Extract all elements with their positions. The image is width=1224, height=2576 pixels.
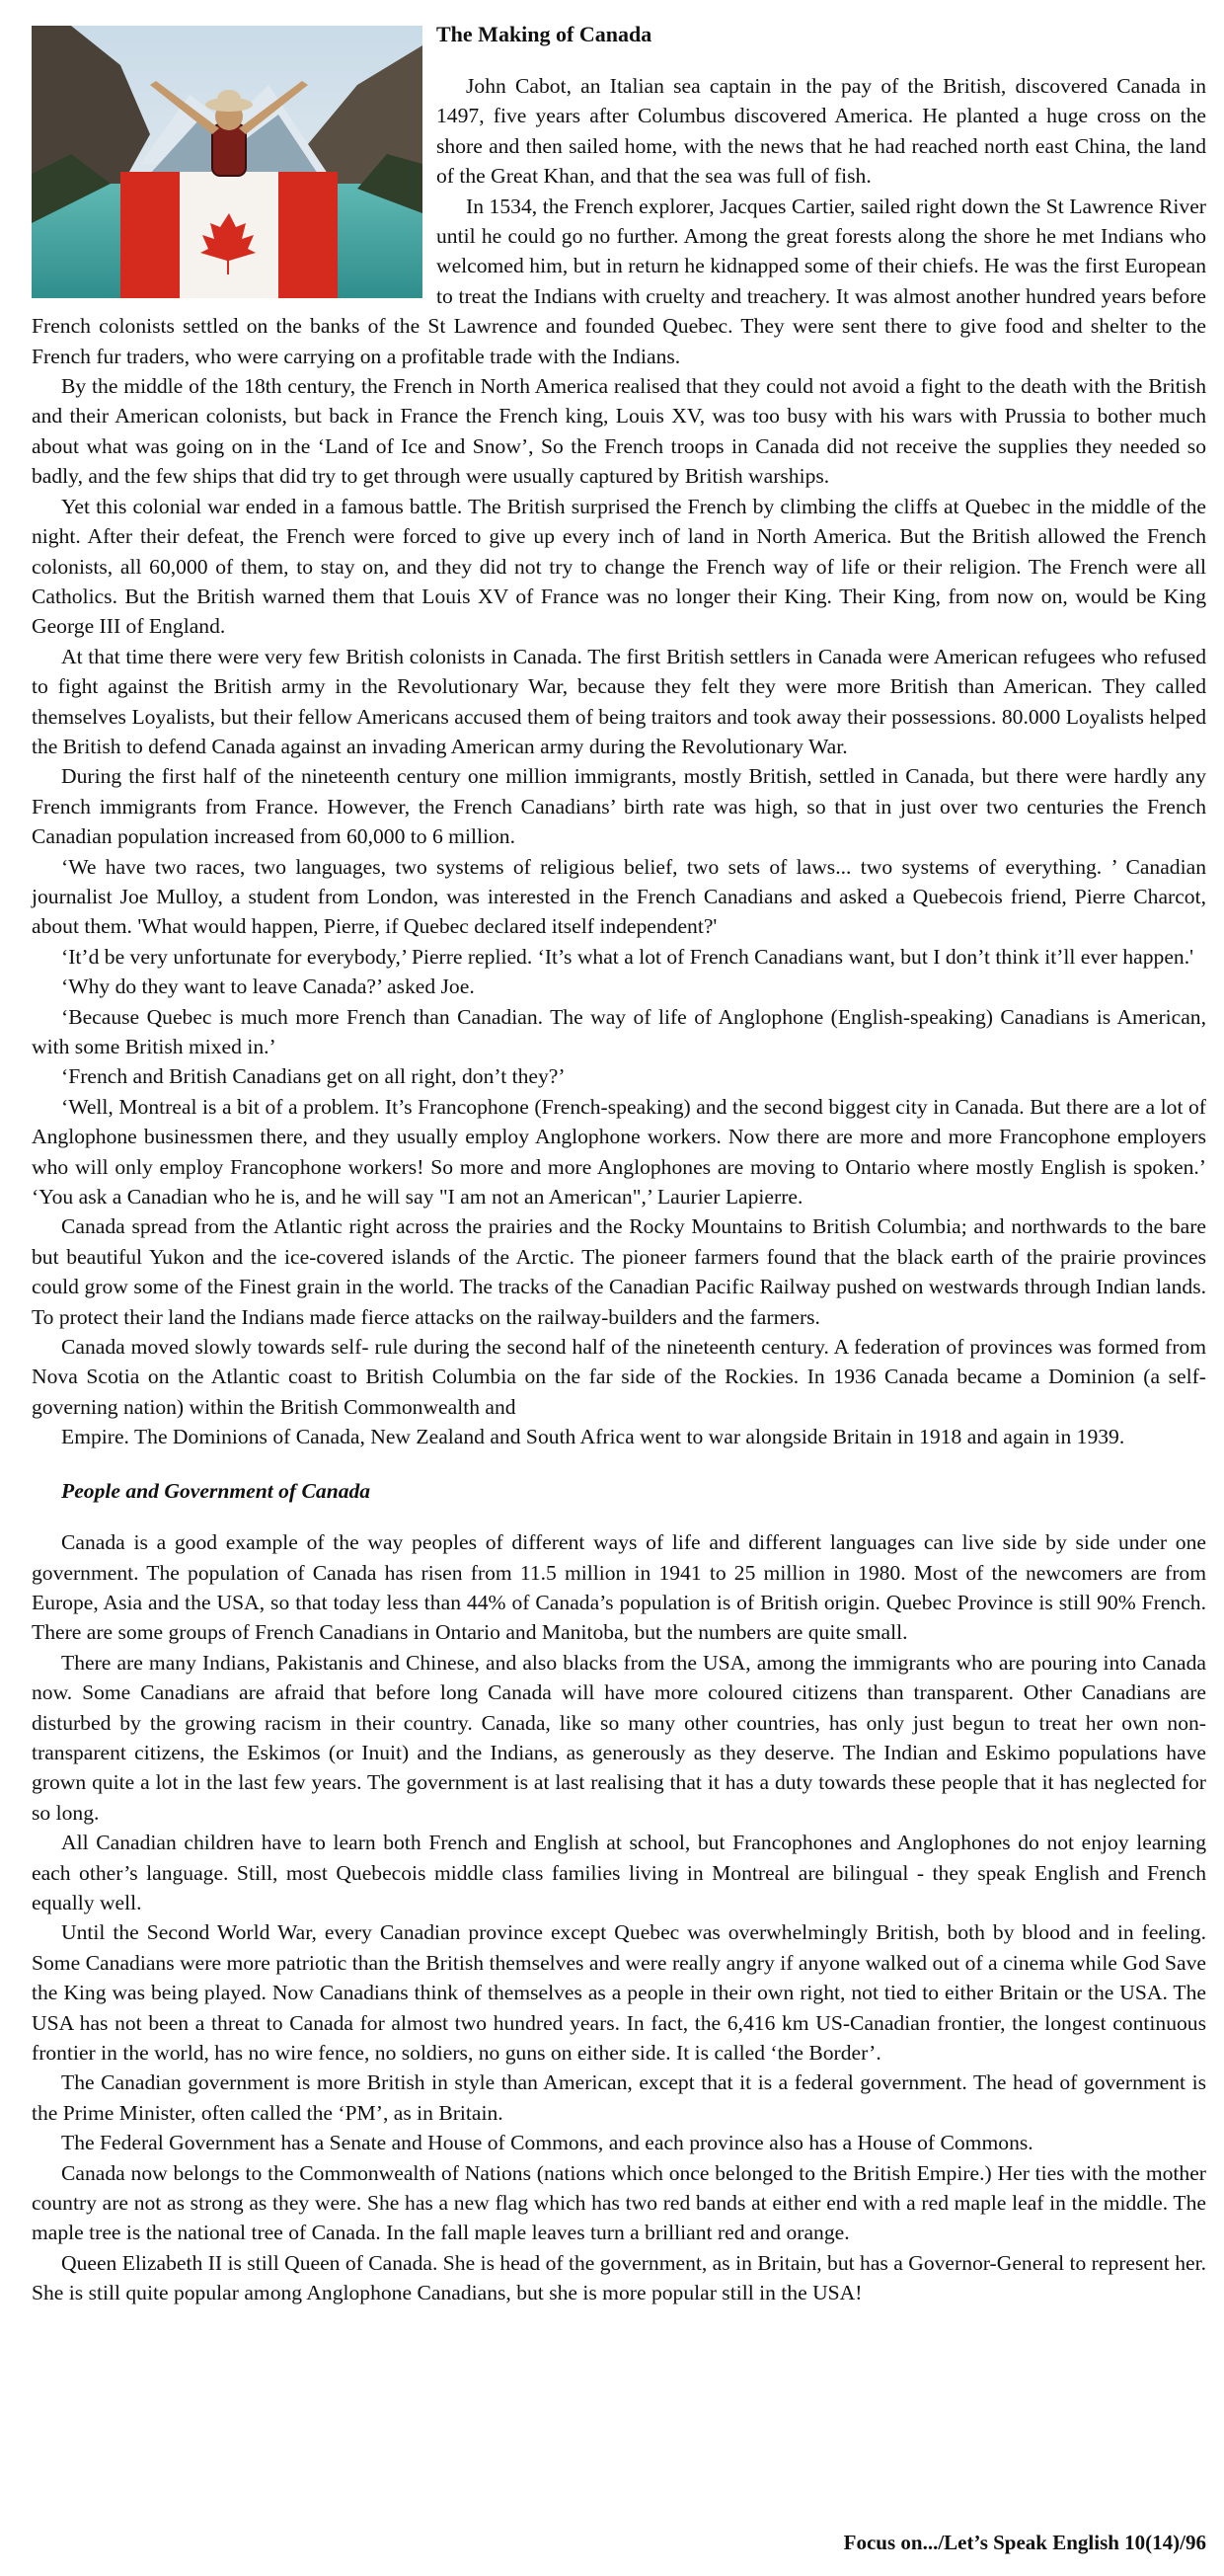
paragraph: Canada now belongs to the Commonwealth of Nations (nations which once belonged to the British Empire.) Her ties with the mother country are not as strong as they were. She has a new flag which has two red bands at either end with a red maple leaf in the middle. The maple tree is the national tree of Canada. In the fall maple leaves turn a brilliant red and orange. bbox=[32, 2160, 1206, 2245]
paragraph: Queen Elizabeth II is still Queen of Canada. She is head of the government, as in Britain, but has a Governor-General to represent her. She is still quite popular among Anglophone Canadians, but she is more popular still in the USA! bbox=[32, 2250, 1206, 2305]
paragraph: John Cabot, an Italian sea captain in the pay of the British, discovered Canada in 1497, five years after Columbus discovered America. He planted a huge cross on the shore and then sailed home, with the news that he had reached north east China, the land of the Great Khan, and that the sea was full of fish. bbox=[436, 74, 1206, 189]
paragraph: ‘Well, Montreal is a bit of a problem. It’s Francophone (French-speaking) and the second biggest city in Canada. But there are a lot of Anglophone businessmen there, and they usually employ Anglophone workers. Now there are more and more Francophone employers who will only employ Francophone workers! So more and more Anglophones are moving to Ontario where mostly English is spoken.’ ‘You ask a Canadian who he is, and he will say "I am not an American",’ Laurier Lapierre. bbox=[32, 1094, 1206, 1210]
paragraph: ‘Why do they want to leave Canada?’ asked Joe. bbox=[61, 975, 475, 999]
paragraph: ‘French and British Canadians get on all right, don’t they?’ bbox=[61, 1064, 566, 1089]
paragraph: During the first half of the nineteenth century one million immigrants, mostly British, settled in Canada, but there were hardly any French immigrants from France. However, the French Canadians’ birth rate was high, so that in just over two centuries the French Canadian population increased from 60,000 to 6 million. bbox=[32, 764, 1206, 849]
section-title: People and Government of Canada bbox=[61, 1478, 371, 1503]
paragraph: Canada spread from the Atlantic right across the prairies and the Rocky Mountains to British Columbia; and northwards to the bare but beautiful Yukon and the ice-covered islands of the Arctic. The pioneer farmers found that the black earth of the prairie provinces could grow some of the Finest grain in the world. The tracks of the Canadian Pacific Railway pushed on westwards through Indian lands. To protect their land the Indians made fierce attacks on the railway-builders and the farmers. bbox=[32, 1214, 1206, 1329]
page-title: The Making of Canada bbox=[436, 22, 652, 46]
paragraph: ‘We have two races, two languages, two systems of religious belief, two sets of laws... two systems of everything. ’ Canadian journalist Joe Mulloy, a student from London, was interested in the French Canadians and asked a Quebecois friend, Pierre Charcot, about them. 'What would happen, Pierre, if Quebec declared itself independent?' bbox=[32, 854, 1206, 939]
paragraph: All Canadian children have to learn both French and English at school, but Francophones and Anglophones do not enjoy learning each other’s language. Still, most Quebecois middle class families living in Montreal are bilingual - they speak English and French equally well. bbox=[32, 1831, 1206, 1914]
paragraph: Canada moved slowly towards self- rule during the second half of the nineteenth century. A federation of provinces was formed from Nova Scotia on the Atlantic coast to British Columbia on the far side of the Rockies. In 1936 Canada became a Dominion (a self-governing nation) within the British Commonwealth and bbox=[32, 1335, 1206, 1419]
paragraph: There are many Indians, Pakistanis and Chinese, and also blacks from the USA, among the immigrants who are pouring into Canada now. Some Canadians are afraid that before long Canada will have more coloured citizens than transparent. Other Canadians are disturbed by the growing racism in their country. Canada, like so many other countries, has only just begun to treat her own non-transparent citizens, the Eskimos (or Inuit) and the Indians, as generously as they deserve. The Indian and Eskimo populations have grown quite a lot in the last few years. The government is at last realising that it has a duty towards these people that it has neglected for so long. bbox=[32, 1650, 1206, 1825]
paragraph: ‘It’d be very unfortunate for everybody,’ Pierre replied. ‘It’s what a lot of French Canadians want, but I don’t think it’ll ever happen.' bbox=[61, 944, 1193, 969]
paragraph: By the middle of the 18th century, the French in North America realised that they could not avoid a fight to the death with the British and their American colonists, but back in France the French king, Louis XV, was too busy with his wars with Prussia to bother much about what was going on in the ‘Land of Ice and Snow’, So the French troops in Canada did not receive the supplies they needed so badly, and the few ships that did try to get through were usually captured by British warships. bbox=[32, 374, 1206, 489]
paragraph: In 1534, the French explorer, Jacques Cartier, sailed right down the St Lawrence River until he could go no further. Among the great forests along the shore he met Indians who welcomed him, but in return he kidnapped some of their chiefs. He was the first European to treat the Indians with cruelty and treachery. It was almost another hundred years before French colonists settled on the banks of the St Lawrence and founded Quebec. They were sent there to give food and shelter to the French fur traders, who were carrying on a profitable trade with the Indians. bbox=[32, 194, 1206, 368]
footer-citation: Focus on.../Let’s Speak English 10(14)/96 bbox=[843, 2530, 1206, 2554]
paragraph: Canada is a good example of the way peoples of different ways of life and different languages can live side by side under one government. The population of Canada has risen from 11.5 million in 1941 to 25 million in 1980. Most of the newcomers are from Europe, Asia and the USA, so that today less than 44% of Canada’s population is of British origin. Quebec Province is still 90% French. There are some groups of French Canadians in Ontario and Manitoba, but the numbers are quite small. bbox=[32, 1530, 1206, 1645]
paragraph: Until the Second World War, every Canadian province except Quebec was overwhelmingly British, both by blood and in feeling. Some Canadians were more patriotic than the British themselves and were really angry if anyone walked out of a cinema while God Save the King was being played. Now Canadians think of themselves as a people in their own right, not tied to either Britain or the USA. The USA has not been a threat to Canada for almost two hundred years. In fact, the 6,416 km US-Canadian frontier, the longest continuous frontier in the world, has no wire fence, no soldiers, no guns on either side. It is called ‘the Border’. bbox=[32, 1920, 1206, 2065]
paragraph: ‘Because Quebec is much more French than Canadian. The way of life of Anglophone (English-speaking) Canadians is American, with some British mixed in.’ bbox=[32, 1004, 1206, 1058]
paragraph: Empire. The Dominions of Canada, New Zealand and South Africa went to war alongside Britain in 1918 and again in 1939. bbox=[61, 1425, 1125, 1449]
document-page bbox=[32, 20, 1206, 2557]
paragraph: The Canadian government is more British in style than American, except that it is a federal government. The head of government is the Prime Minister, often called the ‘PM’, as in Britain. bbox=[32, 2070, 1206, 2125]
paragraph: Yet this colonial war ended in a famous battle. The British surprised the French by climbing the cliffs at Quebec in the middle of the night. After their defeat, the French were forced to give up every inch of land in North America. But the British allowed the French colonists, all 60,000 of them, to stay on, and they did not try to change the French way of life or their religion. The French were all Catholics. But the British warned them that Louis XV of France was no longer their King. Their King, from now on, would be King George III of England. bbox=[32, 494, 1206, 639]
canada-flag-photo bbox=[32, 26, 422, 298]
woman-holding-canadian-flag-by-lake-photo bbox=[32, 26, 422, 298]
spacer bbox=[32, 1452, 1206, 1476]
paragraph: At that time there were very few British colonists in Canada. The first British settlers in Canada were American refugees who refused to fight against the British army in the Revolutionary War, because they felt they were more British than American. They called themselves Loyalists, but their fellow Americans accused them of being traitors and took away their possessions. 80.000 Loyalists helped the British to defend Canada against an invading American army during the Revolutionary War. bbox=[32, 644, 1206, 758]
paragraph: The Federal Government has a Senate and House of Commons, and each province also has a House of Commons. bbox=[61, 2131, 1033, 2155]
